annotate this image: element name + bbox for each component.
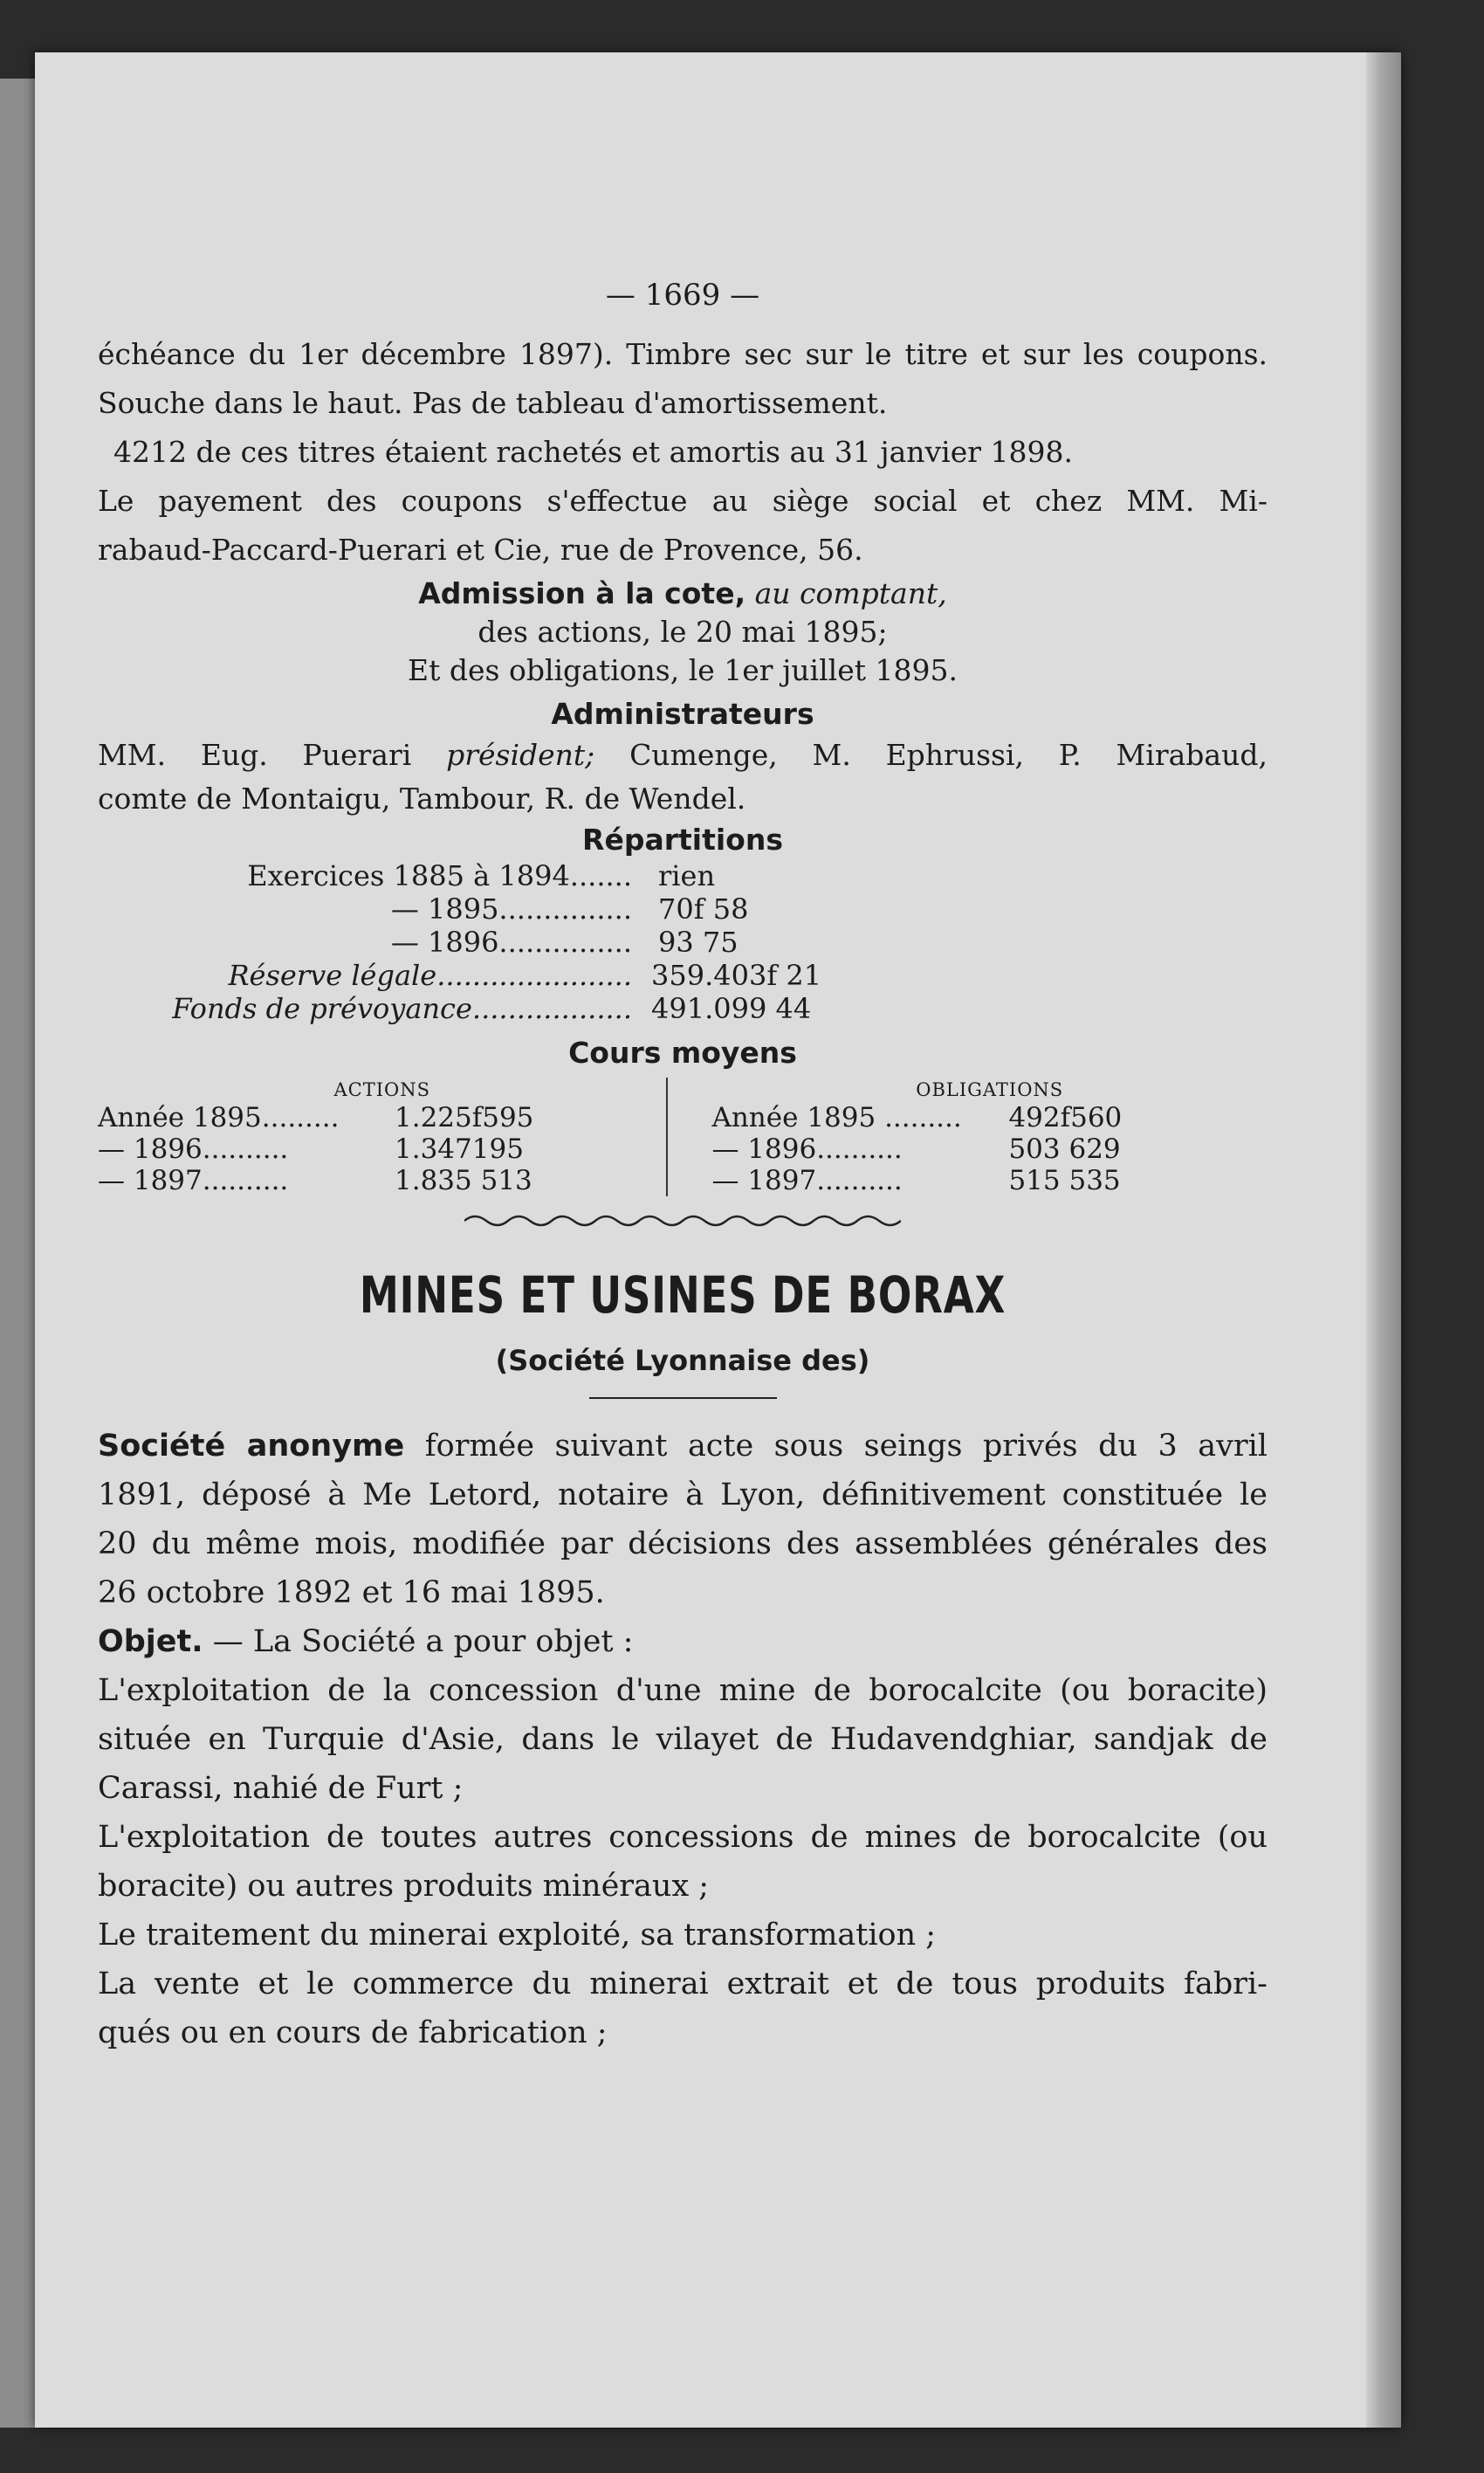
body-line: qués ou en cours de fabrication ;: [98, 2015, 608, 2050]
repartition-value: rien: [658, 859, 716, 892]
cours-year: Année 1895.........: [98, 1102, 340, 1133]
body-line: L'exploitation de la concession d'une mine de borocalcite (ou boracite): [98, 1673, 1268, 1708]
cours-value: 1.835 513: [395, 1165, 532, 1196]
wavy-divider: [464, 1212, 901, 1230]
title-rule: [589, 1397, 777, 1399]
page-stack-edge: [1366, 52, 1401, 2428]
admission-block: [98, 575, 1268, 690]
intro-line: échéance du 1er décembre 1897). Timbre sec sur le titre et sur les coupons.: [98, 337, 1268, 371]
objet-text: — La Société a pour objet :: [212, 1624, 634, 1659]
intro-line: Souche dans le haut. Pas de tableau d'amortissement.: [98, 386, 888, 420]
body-line: Carassi, nahié de Furt ;: [98, 1771, 464, 1806]
repartition-label: Exercices 1885 à 1894.......: [247, 859, 632, 892]
cours-value: 1.225f595: [395, 1102, 534, 1133]
body-line: La vente et le commerce du minerai extrait et de tous produits fabri-: [98, 1967, 1268, 2001]
actions-column: [98, 1078, 666, 1196]
obligations-heading: OBLIGATIONS: [916, 1079, 1064, 1100]
repartition-value: 491.099 44: [651, 992, 812, 1025]
cours-heading: Cours moyens: [568, 1036, 797, 1070]
repartition-label: Réserve légale......................: [228, 959, 632, 992]
repartition-row: [98, 926, 1268, 959]
obligations-column: [666, 1078, 1268, 1196]
section-title: MINES ET USINES DE BORAX: [359, 1265, 1007, 1325]
repartition-label: Fonds de prévoyance..................: [172, 992, 632, 1025]
document-page: [35, 52, 1401, 2428]
societe-anonyme-label: Société anonyme: [98, 1429, 405, 1464]
admin-names-start: MM. Eug. Puerari: [98, 738, 412, 772]
body-line: 20 du même mois, modifiée par décisions des assemblées générales des: [98, 1526, 1268, 1561]
repartition-value: 93 75: [658, 926, 739, 959]
cours-value: 503 629: [1008, 1133, 1121, 1165]
admin-role: président;: [446, 738, 595, 772]
cours-year: — 1896..........: [711, 1133, 903, 1165]
administrateurs-line: comte de Montaigu, Tambour, R. de Wendel.: [98, 782, 746, 816]
cours-table: [98, 1078, 1268, 1196]
admin-names-end: Cumenge, M. Ephrussi, P. Mirabaud,: [629, 738, 1268, 772]
repartitions-heading: Répartitions: [582, 823, 783, 857]
cours-row: [711, 1102, 1268, 1133]
repartition-row: [98, 892, 1268, 926]
repartition-row: [98, 859, 1268, 892]
administrateurs-heading: Administrateurs: [551, 697, 814, 731]
body-text: [98, 1422, 1268, 2057]
intro-line: rabaud-Paccard-Puerari et Cie, rue de Provence, 56.: [98, 533, 863, 567]
repartition-label: — 1895...............: [390, 892, 632, 926]
admission-italic: au comptant,: [754, 576, 947, 610]
body-line-text: formée suivant acte sous seings privés du 3 avril: [424, 1429, 1268, 1464]
admission-line: Et des obligations, le 1er juillet 1895.: [408, 653, 958, 687]
cours-row: [98, 1133, 666, 1165]
section-subtitle: (Société Lyonnaise des): [495, 1344, 870, 1377]
body-line: [98, 1422, 1268, 1471]
cours-row: [711, 1165, 1268, 1196]
body-line: Le traitement du minerai exploité, sa transformation ;: [98, 1918, 937, 1953]
repartition-row: [98, 992, 1268, 1025]
repartition-label: — 1896...............: [390, 926, 632, 959]
body-line: 1891, déposé à Me Letord, notaire à Lyon, définitivement constituée le: [98, 1478, 1268, 1512]
admission-bold: Admission à la cote,: [418, 576, 746, 610]
cours-row: [98, 1165, 666, 1196]
body-line: située en Turquie d'Asie, dans le vilayet de Hudavendghiar, sandjak de: [98, 1722, 1268, 1757]
objet-label: Objet.: [98, 1624, 203, 1659]
body-line: 26 octobre 1892 et 16 mai 1895.: [98, 1575, 605, 1610]
page-content: [98, 271, 1268, 2057]
cours-year: Année 1895 .........: [711, 1102, 962, 1133]
cours-row: [711, 1133, 1268, 1165]
intro-line: Le payement des coupons s'effectue au siège social et chez MM. Mi-: [98, 484, 1268, 518]
cours-value: 515 535: [1008, 1165, 1121, 1196]
cours-year: — 1897..........: [711, 1165, 903, 1196]
cours-row: [98, 1102, 666, 1133]
repartition-value: 359.403f 21: [651, 959, 822, 992]
page-number: — 1669 —: [605, 278, 760, 313]
repartition-row: [98, 959, 1268, 992]
cours-year: — 1896..........: [98, 1133, 289, 1165]
administrateurs-line: [98, 734, 1268, 777]
body-line: boracite) ou autres produits minéraux ;: [98, 1869, 710, 1904]
actions-heading: ACTIONS: [333, 1079, 430, 1100]
cours-value: 1.347195: [395, 1133, 524, 1165]
objet-line: [98, 1617, 1268, 1666]
repartitions-table: [98, 859, 1268, 1025]
cours-year: — 1897..........: [98, 1165, 289, 1196]
cours-value: 492f560: [1008, 1102, 1123, 1133]
body-line: L'exploitation de toutes autres concessions de mines de borocalcite (ou: [98, 1820, 1268, 1855]
admission-line: des actions, le 20 mai 1895;: [477, 615, 888, 649]
repartition-value: 70f 58: [658, 892, 749, 926]
intro-line: 4212 de ces titres étaient rachetés et amortis au 31 janvier 1898.: [113, 435, 1073, 469]
